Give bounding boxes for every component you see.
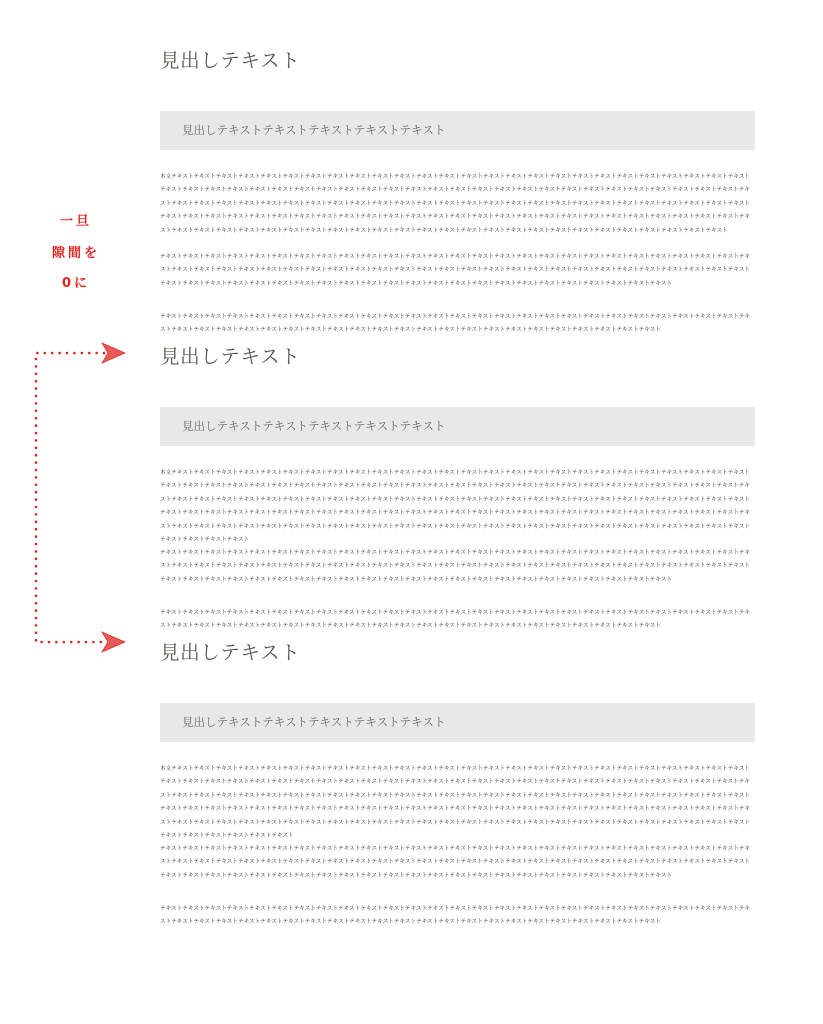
- annotation-line-1: 一旦: [59, 214, 92, 229]
- content-section-1: [160, 46, 755, 334]
- annotation-line-3: 0に: [61, 276, 91, 291]
- section-heading: 見出しテキスト: [160, 49, 301, 72]
- section-heading: 見出しテキスト: [160, 641, 301, 664]
- subheading-text: 見出しテキストテキストテキストテキストテキスト: [182, 715, 446, 729]
- section-heading: 見出しテキスト: [160, 345, 301, 368]
- body-paragraph: テキストテキストテキストテキストテキストテキストテキストテキストテキストテキストテキストテキストテキストテキストテキストテキストテキストテキストテキストテキストテキストテキストテキストテキストテキストテキストテキストテキストテキストテキストテキストテキストテキストテキストテキストテキストテキストテキストテキストテキストテキストテキストテキストテキストテキストテキストテキストテキストテキスト: [160, 906, 751, 926]
- subheading-text: 見出しテキストテキストテキストテキストテキスト: [182, 419, 446, 433]
- body-paragraph: テキストテキストテキストテキストテキストテキストテキストテキストテキストテキストテキストテキストテキストテキストテキストテキストテキストテキストテキストテキストテキストテキストテキストテキストテキストテキストテキストテキストテキストテキストテキストテキストテキストテキストテキストテキストテキストテキストテキストテキストテキストテキストテキストテキストテキストテキストテキストテキストテキスト: [160, 314, 751, 334]
- subheading-bar: [160, 703, 755, 742]
- arrowhead-top: [102, 343, 125, 363]
- body-paragraph: テキストテキストテキストテキストテキストテキストテキストテキストテキストテキストテキストテキストテキストテキストテキストテキストテキストテキストテキストテキストテキストテキストテキストテキストテキストテキストテキストテキストテキストテキストテキストテキストテキストテキストテキストテキストテキストテキストテキストテキストテキストテキストテキストテキストテキストテキストテキストテキストテキストテキストテキストテキストテキストテキストテキストテキストテキストテキストテキストテキストテキストテキストテキストテキストテキストテキストテキストテキストテキストテキストテキストテキストテキストテキストテキストテキスト: [160, 846, 751, 879]
- annotation-line-2: 隙間を: [51, 246, 100, 261]
- subheading-text: 見出しテキストテキストテキストテキストテキスト: [182, 123, 446, 137]
- body-paragraph: テキストテキストテキストテキストテキストテキストテキストテキストテキストテキストテキストテキストテキストテキストテキストテキストテキストテキストテキストテキストテキストテキストテキストテキストテキストテキストテキストテキストテキストテキストテキストテキストテキストテキストテキストテキストテキストテキストテキストテキストテキストテキストテキストテキストテキストテキストテキストテキストテキストテキストテキストテキストテキストテキストテキストテキストテキストテキストテキストテキストテキストテキストテキストテキストテキストテキストテキストテキストテキストテキストテキストテキストテキストテキストテキストテキスト: [160, 550, 751, 583]
- dotted-arrow-path: [36, 353, 104, 642]
- body-paragraph: 本文テキストテキストテキストテキストテキストテキストテキストテキストテキストテキストテキストテキストテキストテキストテキストテキストテキストテキストテキストテキストテキストテキストテキストテキストテキストテキストテキストテキストテキストテキストテキストテキストテキストテキストテキストテキストテキストテキストテキストテキストテキストテキストテキストテキストテキストテキストテキストテキストテキストテキストテキストテキストテキストテキストテキストテキストテキストテキストテキストテキストテキストテキストテキストテキストテキストテキストテキストテキストテキストテキストテキストテキストテキストテキストテキストテキストテキストテキストテキストテキストテキストテキストテキストテキストテキストテキストテキストテキストテキストテキストテキストテキストテキストテキストテキストテキストテキストテキストテキストテキストテキストテキストテキストテキストテキストテキストテキストテキストテキストテキストテキストテキストテキストテキストテキストテキストテキストテキストテキストテキストテキストテキストテキストテキストテキストテキストテキストテキストテキストテキストテキストテキストテキストテキストテキストテキスト: [160, 470, 751, 544]
- content-section-2: [160, 342, 755, 630]
- body-paragraph: テキストテキストテキストテキストテキストテキストテキストテキストテキストテキストテキストテキストテキストテキストテキストテキストテキストテキストテキストテキストテキストテキストテキストテキストテキストテキストテキストテキストテキストテキストテキストテキストテキストテキストテキストテキストテキストテキストテキストテキストテキストテキストテキストテキストテキストテキストテキストテキストテキスト: [160, 610, 751, 630]
- body-paragraph: 本文テキストテキストテキストテキストテキストテキストテキストテキストテキストテキストテキストテキストテキストテキストテキストテキストテキストテキストテキストテキストテキストテキストテキストテキストテキストテキストテキストテキストテキストテキストテキストテキストテキストテキストテキストテキストテキストテキストテキストテキストテキストテキストテキストテキストテキストテキストテキストテキストテキストテキストテキストテキストテキストテキストテキストテキストテキストテキストテキストテキストテキストテキストテキストテキストテキストテキストテキストテキストテキストテキストテキストテキストテキストテキストテキストテキストテキストテキストテキストテキストテキストテキストテキストテキストテキストテキストテキストテキストテキストテキストテキストテキストテキストテキストテキストテキストテキストテキストテキストテキストテキストテキストテキストテキストテキストテキストテキストテキストテキストテキストテキストテキストテキストテキストテキストテキストテキストテキストテキストテキストテキストテキストテキストテキストテキストテキストテキストテキストテキストテキストテキスト: [160, 174, 751, 234]
- arrowhead-bottom: [102, 632, 125, 652]
- subheading-bar: [160, 407, 755, 446]
- body-paragraph: テキストテキストテキストテキストテキストテキストテキストテキストテキストテキストテキストテキストテキストテキストテキストテキストテキストテキストテキストテキストテキストテキストテキストテキストテキストテキストテキストテキストテキストテキストテキストテキストテキストテキストテキストテキストテキストテキストテキストテキストテキストテキストテキストテキストテキストテキストテキストテキストテキストテキストテキストテキストテキストテキストテキストテキストテキストテキストテキストテキストテキストテキストテキストテキストテキストテキストテキストテキストテキストテキストテキストテキストテキストテキストテキストテキスト: [160, 254, 751, 287]
- body-paragraph: 本文テキストテキストテキストテキストテキストテキストテキストテキストテキストテキストテキストテキストテキストテキストテキストテキストテキストテキストテキストテキストテキストテキストテキストテキストテキストテキストテキストテキストテキストテキストテキストテキストテキストテキストテキストテキストテキストテキストテキストテキストテキストテキストテキストテキストテキストテキストテキストテキストテキストテキストテキストテキストテキストテキストテキストテキストテキストテキストテキストテキストテキストテキストテキストテキストテキストテキストテキストテキストテキストテキストテキストテキストテキストテキストテキストテキストテキストテキストテキストテキストテキストテキストテキストテキストテキストテキストテキストテキストテキストテキストテキストテキストテキストテキストテキストテキストテキストテキストテキストテキストテキストテキストテキストテキストテキストテキストテキストテキストテキストテキストテキストテキストテキストテキストテキストテキストテキストテキストテキストテキストテキストテキストテキストテキストテキストテキストテキストテキストテキストテキストテキストテキストテキストテキストテキストテキストテキストテキスト: [160, 766, 751, 840]
- subheading-bar: [160, 111, 755, 150]
- content-section-3: [160, 638, 755, 926]
